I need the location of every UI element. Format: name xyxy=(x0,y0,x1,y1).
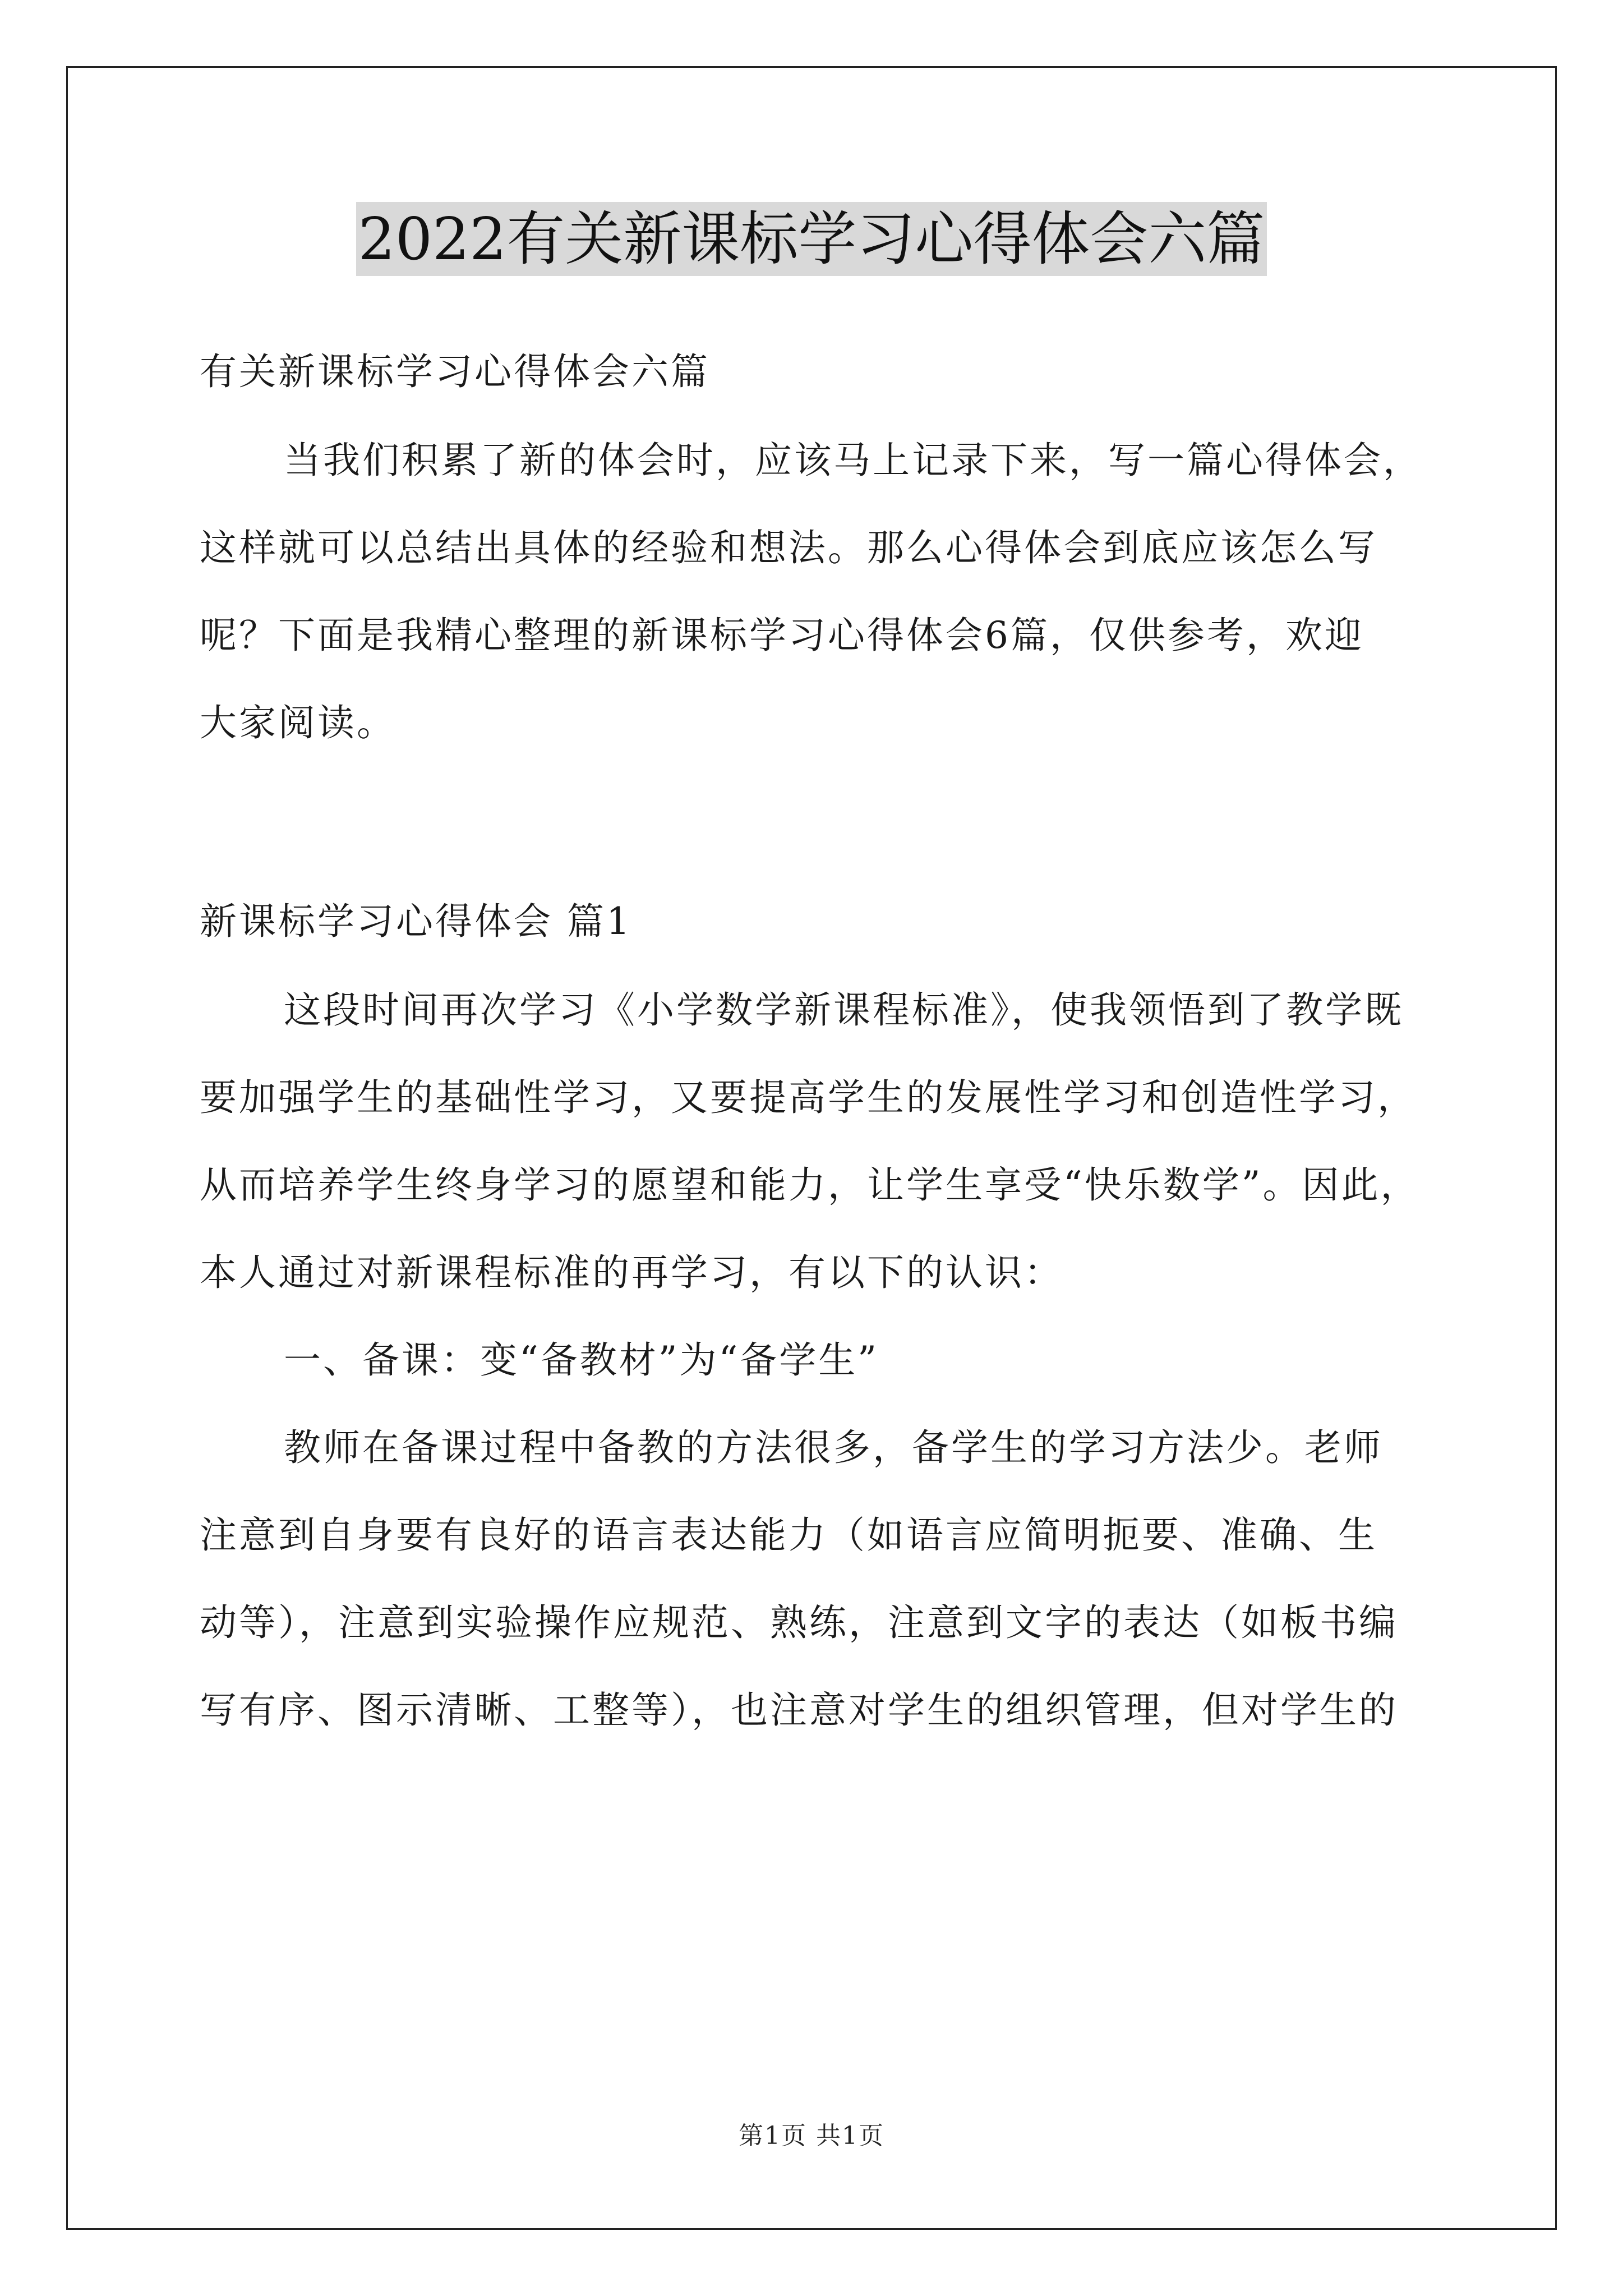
paragraph-line: 从而培养学生终身学习的愿望和能力，让学生享受“快乐数学”。因此， xyxy=(200,1163,1420,1207)
intro-line: 当我们积累了新的体会时，应该马上记录下来，写一篇心得体会， xyxy=(284,439,1422,482)
paragraph-line: 动等），注意到实验操作应规范、熟练，注意到文字的表达（如板书编 xyxy=(200,1601,1398,1644)
paragraph-line: 要加强学生的基础性学习，又要提高学生的发展性学习和创造性学习， xyxy=(200,1076,1417,1119)
page-footer: 第1页 共1页 xyxy=(739,2122,884,2150)
intro-line: 大家阅读。 xyxy=(200,701,396,744)
paragraph-line: 写有序、图示清晰、工整等），也注意对学生的组织管理，但对学生的 xyxy=(200,1688,1398,1732)
section-heading: 新课标学习心得体会 篇1 xyxy=(200,900,632,943)
title-container xyxy=(0,202,1623,276)
document-title: 2022有关新课标学习心得体会六篇 xyxy=(356,202,1267,276)
paragraph-line: 这段时间再次学习《小学数学新课程标准》，使我领悟到了教学既 xyxy=(284,988,1404,1032)
paragraph-line: 本人通过对新课程标准的再学习，有以下的认识： xyxy=(200,1251,1063,1294)
document-subtitle: 有关新课标学习心得体会六篇 xyxy=(200,350,710,393)
subheading: 一、备课：变“备教材”为“备学生” xyxy=(284,1338,879,1382)
intro-line: 呢？下面是我精心整理的新课标学习心得体会6篇，仅供参考，欢迎 xyxy=(200,614,1364,657)
paragraph-line: 教师在备课过程中备教的方法很多，备学生的学习方法少。老师 xyxy=(284,1426,1383,1469)
paragraph-line: 注意到自身要有良好的语言表达能力（如语言应简明扼要、准确、生 xyxy=(200,1513,1377,1557)
intro-line: 这样就可以总结出具体的经验和想法。那么心得体会到底应该怎么写 xyxy=(200,526,1377,569)
